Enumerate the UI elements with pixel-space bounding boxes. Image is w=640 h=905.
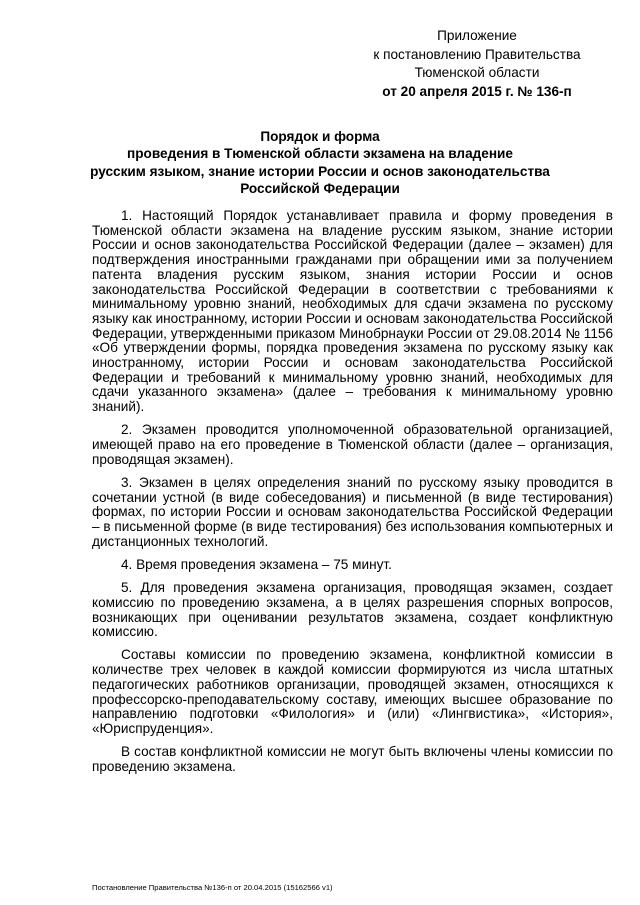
appendix-region: Тюменской области: [414, 65, 540, 81]
title-line-1: Порядок и форма: [260, 129, 380, 144]
paragraph-3: 3. Экзамен в целях определения знаний по русскому языку проводится в сочетании устной (в виде собеседования) и письменной (в виде тестирования) формах, по истории России и основам законодательства Российской Федерации – в письменной форме (в виде тестирования) без использования компьютерных и дистанционных технологий.: [92, 474, 613, 549]
title-line-4: Российской Федерации: [240, 181, 400, 197]
title-line-3: русским языком, знание истории России и основ законодательства: [90, 163, 550, 179]
paragraph-6: Составы комиссии по проведению экзамена, конфликтной комиссии в количестве трех человек в каждой комиссии формируются из числа штатных педагогических работников организации, проводящей экзамен, относящихся к профессорско-преподавательскому составу, имеющих высшее образование по направлению подготовки «Филология» и (или) «Лингвистика», «История», «Юриспруденция».: [92, 647, 613, 736]
paragraph-1: 1. Настоящий Порядок устанавливает правила и форму проведения в Тюменской области экзамена на владение русским языком, знание истории России и основ законодательства Российской Федерации (далее – экзамен) для подтверждения иностранными гражданами при обращении ими за получением патента владения русским языком, знания истории России и основ законодательства Российской Федерации в соответствии с требованиями к минимальному уровню знаний, необходимых для сдачи экзамена по русскому языку как иностранному, истории России и основам законодательства Российской Федерации, утвержденными приказом Минобрнауки России от 29.08.2014 № 1156 «Об утверждении формы, порядка проведения экзамена по русскому языку как иностранному, истории России и основам законодательства Российской Федерации и требований к минимальному уровню знаний, необходимых для сдачи указанного экзамена» (далее – требования к минимальному уровню знаний).: [92, 208, 614, 415]
paragraph-5: 5. Для проведения экзамена организация, проводящая экзамен, создает комиссию по проведению экзамена, а в целях разрешения спорных вопросов, возникающих при оценивании результатов экзамена, создает конфликтную комиссию.: [92, 580, 613, 640]
appendix-resolution: к постановлению Правительства: [373, 46, 581, 62]
paragraph-7: В состав конфликтной комиссии не могут быть включены члены комиссии по проведению экзамена.: [92, 744, 613, 774]
page-footer: Постановление Правительства №136-п от 20.04.2015 (15162566 v1): [92, 883, 333, 892]
appendix-label: Приложение: [437, 28, 517, 43]
paragraph-2: 2. Экзамен проводится уполномоченной образовательной организацией, имеющей право на его проведение в Тюменской области (далее – организация, проводящая экзамен).: [92, 422, 613, 467]
document-body: [92, 209, 613, 783]
appendix-date-number: от 20 апреля 2015 г. № 136-п: [382, 84, 572, 100]
paragraph-4: 4. Время проведения экзамена – 75 минут.: [121, 556, 392, 572]
document-title: [90, 128, 550, 198]
title-line-2: проведения в Тюменской области экзамена на владение: [127, 146, 513, 162]
appendix-header: [360, 27, 594, 102]
